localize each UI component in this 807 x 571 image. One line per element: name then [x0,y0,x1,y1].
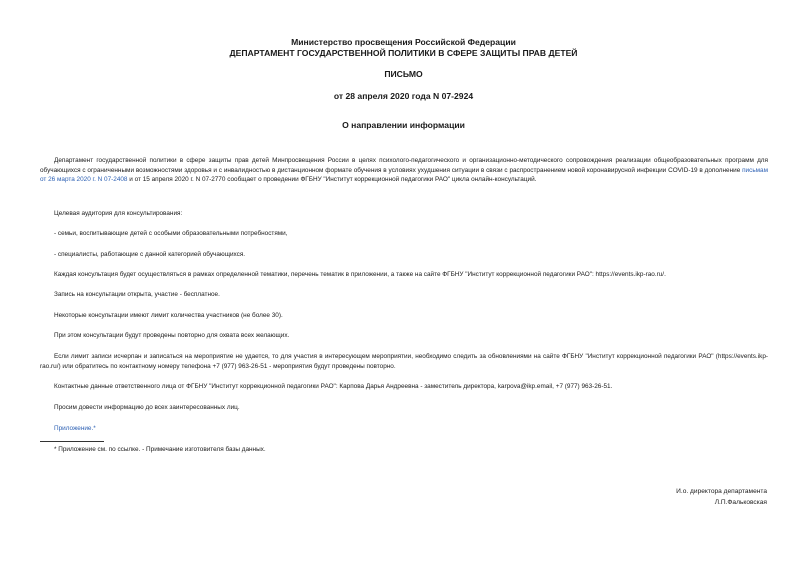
paragraph-intro-end: и от 15 апреля 2020 г. N 07-2770 сообщает о проведении ФГБНУ "Институт коррекционной педагогики РАО" цикла онлайн-консультаций. [127,176,537,183]
paragraph-intro [40,156,768,185]
paragraph-contacts: Контактные данные ответственного лица от ФГБНУ "Институт коррекционной педагогики РАО": Карпова Дарья Андреевна - заместитель директора, karpova@ikp.email, +7 (977) 963-26-51. [54,383,613,390]
paragraph-registration: Запись на консультации открыта, участие - бесплатное. [54,291,220,298]
paragraph-audience-heading: Целевая аудитория для консультирования: [54,210,183,217]
paragraph-appendix [40,424,768,434]
signature-name: Л.П.Фальковская [714,499,767,506]
paragraph-repeat: При этом консультации будут проведены повторно для охвата всех желающих. [54,332,290,339]
appendix-link[interactable]: Приложение.* [54,425,96,432]
document-date-number: от 28 апреля 2020 года N 07-2924 [333,91,474,101]
paragraph-topics: Каждая консультация будет осуществляться в рамках определенной тематики, перечень тематик в приложении, а также на сайте ФГБНУ "Институт коррекционной педагогики РАО": https://events.ikp-rao.ru/. [54,271,666,278]
paragraph-limit-exhausted: Если лимит записи исчерпан и записаться на мероприятие не удается, то для участия в интересующем мероприятии, необходимо следить за обновлениями на сайте ФГБНУ "Институт коррекционной педагогики РАО" (https://events.ikp-rao.ru/) или обратитесь по контактному номеру телефона +7 (977) 963-26-51 - мероприятия будут проведены повторно. [40,353,768,370]
paragraph-audience-families: - семьи, воспитывающие детей с особыми образовательными потребностями, [54,230,288,237]
paragraph-audience-specialists: - специалисты, работающие с данной категорией обучающихся. [54,251,246,258]
signature-position: И.о. директора департамента [676,488,767,495]
department-title: ДЕПАРТАМЕНТ ГОСУДАРСТВЕННОЙ ПОЛИТИКИ В СФЕРЕ ЗАЩИТЫ ПРАВ ДЕТЕЙ [229,48,578,58]
paragraph-limit: Некоторые консультации имеют лимит количества участников (не более 30). [54,312,283,319]
document-type: ПИСЬМО [384,69,423,79]
paragraph-intro-start: Департамент государственной политики в сфере защиты прав детей Минпросвещения России в целях психолого-педагогического и организационно-методического сопровождения реализации общеобразовательных программ для обучающихся с ограниченными возможностями здоровья и с инвалидностью в дистанционном формате обучения в условиях ухудшения ситуации в связи с распространением новой коронавирусной инфекции COVID-19 в дополнение [40,157,768,174]
document-subject: О направлении информации [342,120,465,130]
footnote-divider [40,441,104,442]
letter-reference-link[interactable]: письмам от 26 марта 2020 г. N 07-2408 [40,166,768,183]
paragraph-request: Просим довести информацию до всех заинтересованных лиц. [54,404,240,411]
ministry-title: Министерство просвещения Российской Федерации [291,37,516,47]
footnote-text: * Приложение см. по ссылке. - Примечание изготовителя базы данных. [54,446,266,453]
